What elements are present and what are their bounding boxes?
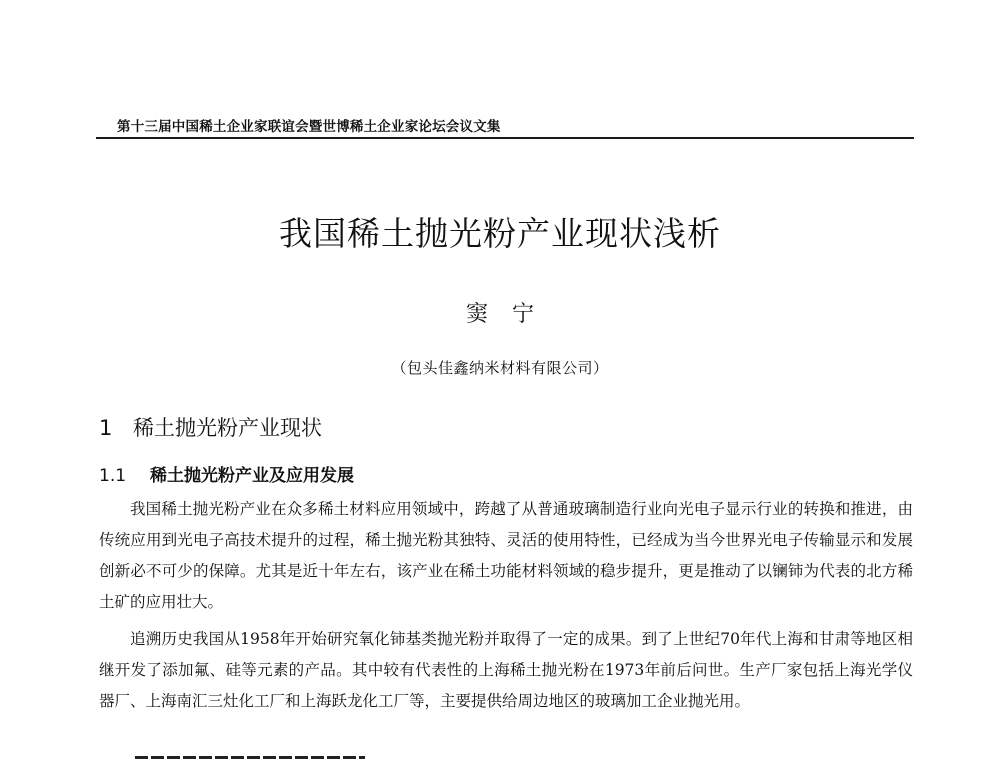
paper-title: 我国稀土抛光粉产业现状浅析 [279, 214, 721, 253]
paragraph: 我国稀土抛光粉产业在众多稀土材料应用领域中，跨越了从普通玻璃制造行业向光电子显示行业的转换和推进，由传统应用到光电子高技术提升的过程，稀土抛光粉其独特、灵活的使用特性，已经成为当今世界光电子传输显示和发展创新必不可少的保障。尤其是近十年左右，该产业在稀土功能材料领域的稳步提升，更是推动了以镧铈为代表的北方稀土矿的应用壮大。 [99, 500, 913, 611]
subsection-title: 稀土抛光粉产业及应用发展 [150, 466, 354, 486]
section-heading-1 [99, 412, 322, 442]
subsection-heading-1-1 [99, 461, 354, 486]
header-rule [96, 137, 914, 139]
section-number: 1 [99, 416, 113, 440]
running-header: 第十三届中国稀土企业家联谊会暨世博稀土企业家论坛会议文集 [117, 119, 501, 135]
affiliation: （包头佳鑫纳米材料有限公司） [391, 359, 609, 377]
author: 窦宁 [465, 302, 558, 327]
cut-off-text-line [135, 752, 365, 760]
subsection-number: 1.1 [99, 466, 127, 486]
paragraph: 追溯历史我国从1958年开始研究氧化铈基类抛光粉并取得了一定的成果。到了上世纪70年代上海和甘肃等地区相继开发了添加氟、硅等元素的产品。其中较有代表性的上海稀土抛光粉在1973年前后问世。生产厂家包括上海光学仪器厂、上海南汇三灶化工厂和上海跃龙化工厂等，主要提供给周边地区的玻璃加工企业抛光用。 [99, 630, 913, 710]
section-title: 稀土抛光粉产业现状 [133, 416, 322, 440]
